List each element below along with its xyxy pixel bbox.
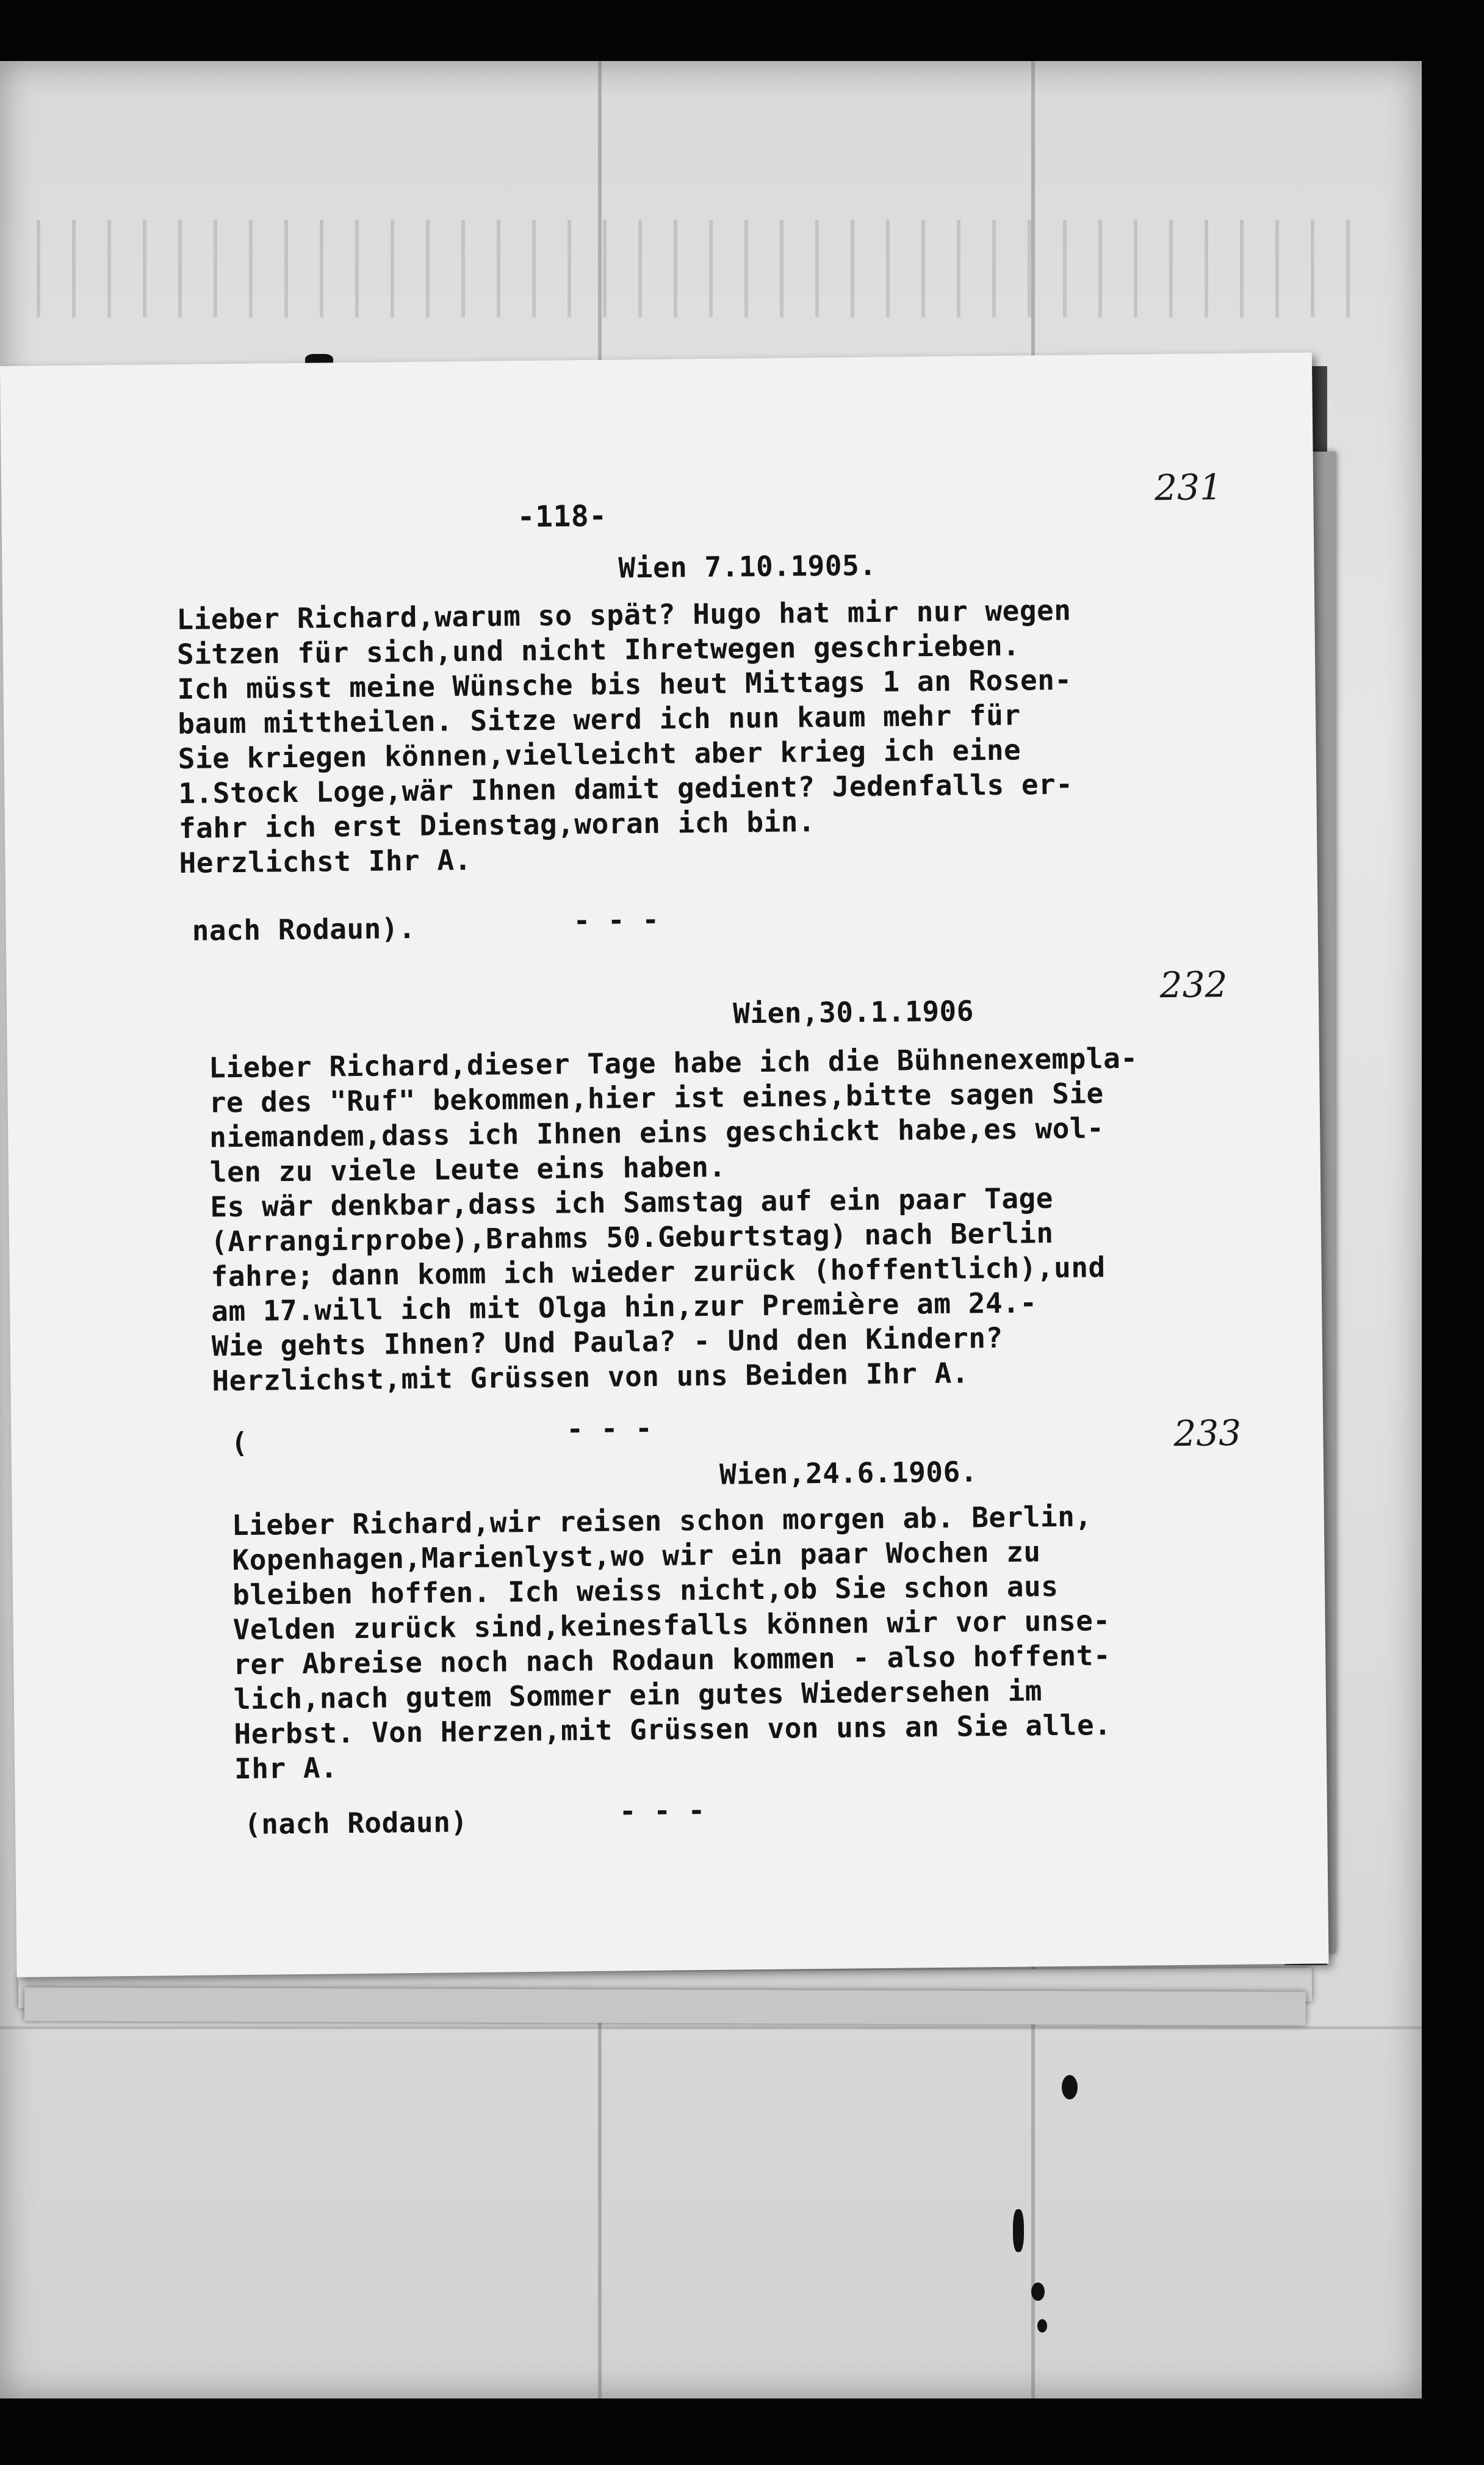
letter-line: Herzlichst,mit Grüssen von uns Beiden Ihr A. [212,1356,970,1398]
letter-address: nach Rodaun). [192,911,416,947]
letter-line: Lieber Richard,warum so spät? Hugo hat mir nur wegen [176,593,1072,636]
letter-line: rer Abreise noch nach Rodaun kommen - also hoffent- [233,1639,1111,1681]
stacked-sheet [24,1987,1306,2025]
letter-line: Lieber Richard,dieser Tage habe ich die Bühnenexempla- [208,1041,1138,1085]
letter-line: Sie kriegen können,vielleicht aber krieg ich eine [178,733,1021,775]
letter-separator: - - - [619,1794,706,1828]
page-number: -118- [517,499,607,535]
archive-number: 233 [1173,1412,1242,1454]
letter-line: Herbst. Von Herzen,mit Grüssen von uns an Sie alle. [234,1708,1112,1751]
letter-body [176,593,1073,886]
letter-separator: - - - [566,1411,653,1446]
letter-line: Wie gehts Ihnen? Und Paula? - Und den Kindern? [211,1321,1003,1363]
letter-line: Ihr A. [234,1751,338,1786]
ink-blot [1037,2319,1047,2333]
letter-line: Ich müsst meine Wünsche bis heut Mittags 1 an Rosen- [177,663,1072,706]
archive-number: 231 [1154,466,1223,509]
letter-line: re des "Ruf" bekommen,hier ist eines,bitte sagen Sie [209,1077,1104,1119]
letter-line: Velden zurück sind,keinesfalls können wir vor unse- [232,1604,1111,1647]
letter-line: fahr ich erst Dienstag,woran ich bin. [178,805,816,845]
letter-line: baum mittheilen. Sitze werd ich nun kaum mehr für [177,698,1021,740]
letter-separator: - - - [573,903,660,937]
ink-blot [1013,2209,1024,2252]
ink-blot [1031,2283,1045,2301]
letter-line: bleiben hoffen. Ich weiss nicht,ob Sie schon aus [232,1569,1059,1612]
letter-line: (Arrangirprobe),Brahms 50.Geburtstag) nach Berlin [210,1216,1054,1258]
backing-fold-horizontal [0,2026,1422,2029]
letter-line: Herzlichst Ihr A. [179,843,472,879]
typed-page [0,352,1329,1977]
letter-line: Lieber Richard,wir reisen schon morgen ab. Berlin, [231,1500,1092,1542]
letter-line: 1.Stock Loge,wär Ihnen damit gedient? Jedenfalls er- [178,767,1073,810]
letter-line: niemandem,dass ich Ihnen eins geschickt habe,es wol- [209,1111,1104,1154]
letter-body [231,1500,1112,1792]
letter-address: ( [231,1426,248,1460]
archive-number: 232 [1159,963,1228,1006]
letter-date: Wien 7.10.1905. [618,548,877,585]
letter-line: Sitzen für sich,und nicht Ihretwegen geschrieben. [176,629,1020,671]
letter-line: len zu viele Leute eins haben. [209,1150,726,1189]
letter-line: am 17.will ich mit Olga hin,zur Première am 24.- [211,1286,1037,1328]
backing-tick-marks [37,220,1379,317]
letter-line: Kopenhagen,Marienlyst,wo wir ein paar Wochen zu [232,1535,1041,1577]
letter-line: lich,nach gutem Sommer ein gutes Wiedersehen im [233,1674,1043,1716]
letter-date: Wien,30.1.1906 [732,994,974,1030]
ink-blot [1062,2075,1078,2099]
letter-date: Wien,24.6.1906. [719,1455,978,1491]
letter-line: fahre; dann komm ich wieder zurück (hoffentlich),und [211,1251,1106,1293]
letter-body [208,1041,1138,1398]
letter-line: Es wär denkbar,dass ich Samstag auf ein paar Tage [210,1182,1054,1224]
letter-address: (nach Rodaun) [243,1805,468,1841]
